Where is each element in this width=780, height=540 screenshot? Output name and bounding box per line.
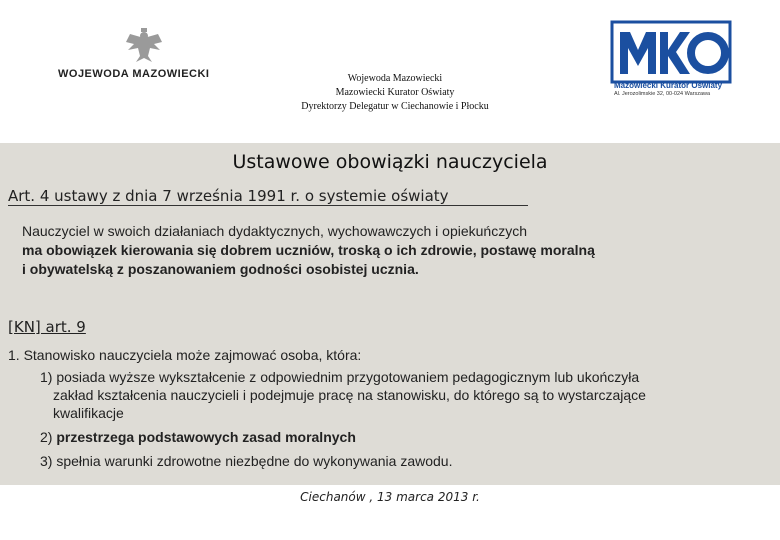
mko-logo-name: Mazowiecki Kurator Oświaty: [614, 81, 723, 90]
header-line-1: Wojewoda Mazowiecki: [347, 73, 443, 84]
header-line-2: Mazowiecki Kurator Oświaty: [335, 87, 455, 98]
footer-date: Ciechanów , 13 marca 2013 r.: [300, 490, 480, 504]
list-item-1: 1. Stanowisko nauczyciela może zajmować osoba, która:: [8, 347, 362, 363]
list-item-1-2: [40, 428, 356, 446]
article-paragraph: [22, 222, 722, 279]
paragraph-line-2: ma obowiązek kierowania się dobrem uczniów, troską o ich zdrowie, postawę moralną: [22, 242, 595, 258]
list-item-1-2-bold: przestrzega podstawowych zasad moralnych: [56, 429, 356, 445]
list-item-1-2-prefix: 2): [40, 429, 57, 445]
wojewoda-logo-text: WOJEWODA MAZOWIECKI: [58, 68, 210, 80]
paragraph-line-3: i obywatelską z poszanowaniem godności osobistej ucznia.: [22, 261, 419, 277]
kn-heading: [KN] art. 9: [8, 318, 86, 336]
list-item-1-1c: kwalifikacje: [53, 405, 124, 421]
header-line-3: Dyrektorzy Delegatur w Ciechanowie i Płocku: [301, 101, 489, 112]
page-title: Ustawowe obowiązki nauczyciela: [232, 151, 548, 173]
paragraph-line-1: Nauczyciel w swoich działaniach dydaktycznych, wychowawczych i opiekuńczych: [22, 223, 527, 239]
list-item-1-1b: zakład kształcenia nauczycieli i podejmuje pracę na stanowisku, do którego są to wystarczające: [53, 387, 646, 403]
eagle-emblem-icon: [122, 26, 166, 66]
header: [0, 0, 780, 143]
list-item-1-1a: 1) posiada wyższe wykształcenie z odpowiednim przygotowaniem pedagogicznym lub ukończyła: [40, 369, 640, 385]
header-center-text: [270, 72, 520, 114]
mko-logo-caption: [614, 81, 739, 99]
mko-logo-address: Al. Jerozolimskie 32, 00-024 Warszawa: [614, 91, 711, 97]
list-item-1-3: 3) spełnia warunki zdrowotne niezbędne do wykonywania zawodu.: [40, 453, 453, 469]
article-heading: Art. 4 ustawy z dnia 7 września 1991 r. o systemie oświaty: [8, 187, 528, 206]
